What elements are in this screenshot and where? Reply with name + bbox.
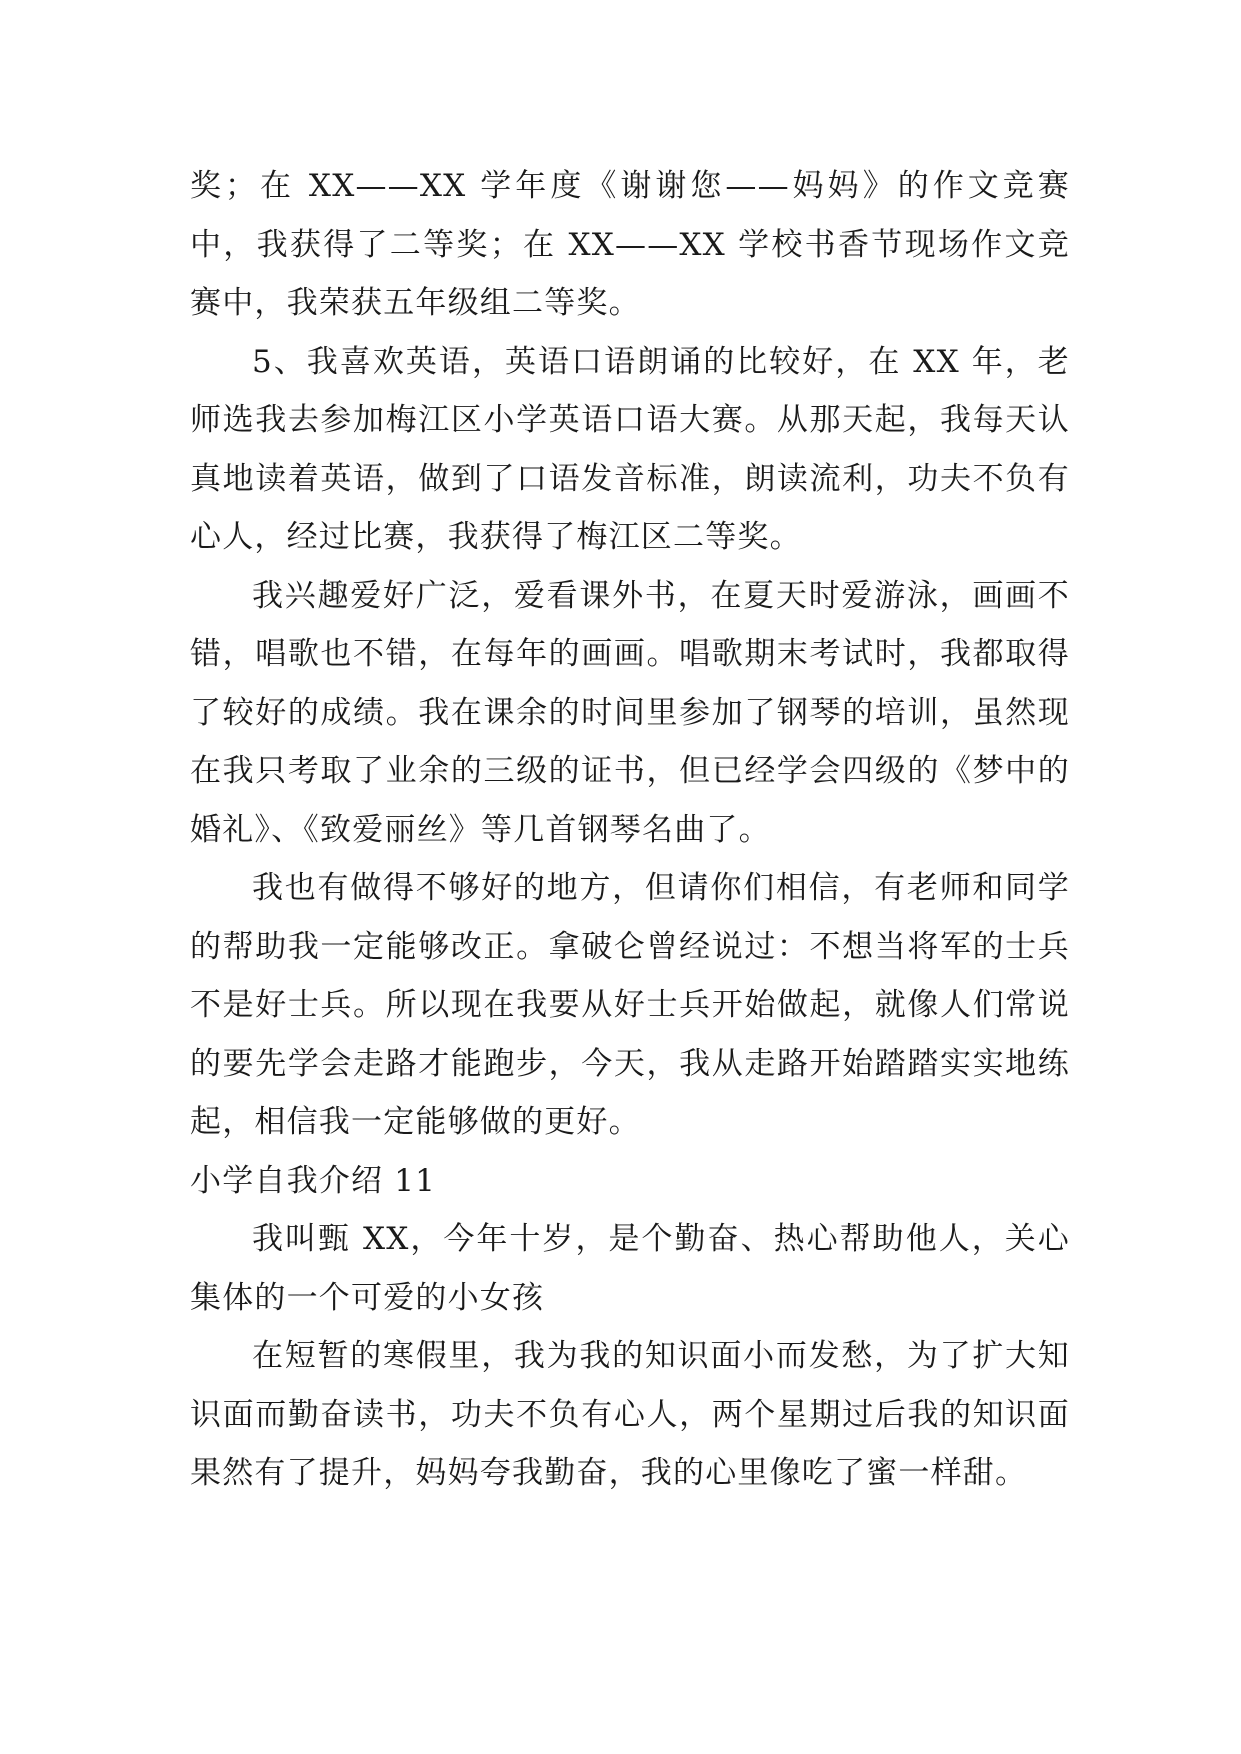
paragraph-winter-break: 在短暂的寒假里，我为我的知识面小而发愁，为了扩大知识面而勤奋读书，功夫不负有心人，两个星期过后我的知识面果然有了提升，妈妈夸我勤奋，我的心里像吃了蜜一样甜。 xyxy=(190,1338,1070,1491)
paragraph-awards-continued: 奖；在 XX——XX 学年度《谢谢您——妈妈》的作文竞赛中，我获得了二等奖；在 XX——XX 学校书香节现场作文竞赛中，我荣获五年级组二等奖。 xyxy=(190,168,1070,321)
section-heading: 小学自我介绍 11 xyxy=(190,1162,437,1199)
paragraph-introduction: 我叫甄 XX，今年十岁，是个勤奋、热心帮助他人，关心集体的一个可爱的小女孩 xyxy=(190,1221,1070,1316)
document-body xyxy=(190,157,1070,1503)
paragraph-english: 5、我喜欢英语，英语口语朗诵的比较好，在 XX 年，老师选我去参加梅江区小学英语口语大赛。从那天起，我每天认真地读着英语，做到了口语发音标准，朗读流利，功夫不负有心人，经过比赛，我获得了梅江区二等奖。 xyxy=(190,343,1070,555)
paragraph-hobbies: 我兴趣爱好广泛，爱看课外书，在夏天时爱游泳，画画不错，唱歌也不错，在每年的画画。唱歌期末考试时，我都取得了较好的成绩。我在课余的时间里参加了钢琴的培训，虽然现在我只考取了业余的三级的证书，但已经学会四级的《梦中的婚礼》、《致爱丽丝》等几首钢琴名曲了。 xyxy=(190,577,1070,848)
paragraph-improvement: 我也有做得不够好的地方，但请你们相信，有老师和同学的帮助我一定能够改正。拿破仑曾经说过：不想当将军的士兵不是好士兵。所以现在我要从好士兵开始做起，就像人们常说的要先学会走路才能跑步，今天，我从走路开始踏踏实实地练起，相信我一定能够做的更好。 xyxy=(190,870,1070,1140)
